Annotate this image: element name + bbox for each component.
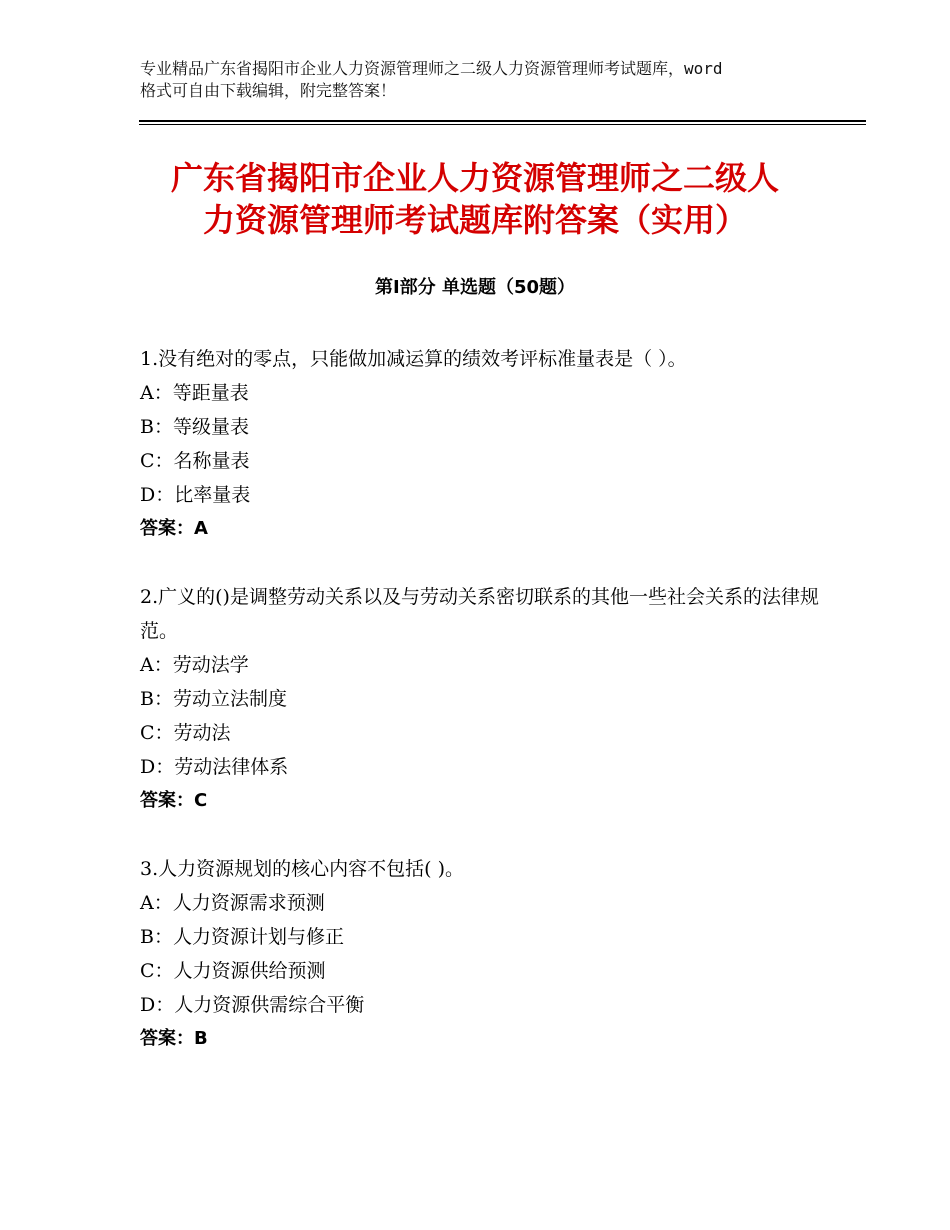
option-c: C：名称量表 bbox=[140, 450, 250, 472]
header-note-line-2: 格式可自由下载编辑，附完整答案！ bbox=[140, 81, 397, 100]
option-b: B：等级量表 bbox=[140, 416, 249, 438]
option-a: A：等距量表 bbox=[140, 382, 249, 404]
question-list bbox=[140, 342, 820, 1056]
document-title-line-2: 力资源管理师考试题库附答案（实用） bbox=[202, 201, 747, 239]
header-divider-thick bbox=[139, 120, 866, 122]
option-b: B：人力资源计划与修正 bbox=[140, 926, 344, 948]
section-heading: 第Ⅰ部分 单选题（50题） bbox=[374, 277, 575, 298]
question-stem: 3.人力资源规划的核心内容不包括( )。 bbox=[140, 858, 464, 880]
header-divider-thin bbox=[139, 124, 866, 125]
question-2 bbox=[140, 580, 820, 818]
question-stem: 2.广义的()是调整劳动关系以及与劳动关系密切联系的其他一些社会关系的法律规范。 bbox=[140, 586, 819, 642]
option-d: D：劳动法律体系 bbox=[140, 756, 289, 778]
option-c: C：劳动法 bbox=[140, 722, 231, 744]
header-note bbox=[140, 58, 840, 102]
header-note-line-1: 专业精品广东省揭阳市企业人力资源管理师之二级人力资源管理师考试题库，word bbox=[140, 59, 723, 78]
option-a: A：人力资源需求预测 bbox=[140, 892, 325, 914]
option-a: A：劳动法学 bbox=[140, 654, 249, 676]
question-stem: 1.没有绝对的零点，只能做加减运算的绩效考评标准量表是（ ）。 bbox=[140, 348, 687, 370]
option-c: C：人力资源供给预测 bbox=[140, 960, 326, 982]
answer: 答案：C bbox=[140, 790, 208, 811]
question-spacer bbox=[140, 546, 820, 580]
question-spacer bbox=[140, 818, 820, 852]
option-d: D：人力资源供需综合平衡 bbox=[140, 994, 365, 1016]
question-3 bbox=[140, 852, 820, 1056]
question-1 bbox=[140, 342, 820, 546]
document-title bbox=[100, 157, 850, 241]
answer: 答案：B bbox=[140, 1028, 208, 1049]
document-title-line-1: 广东省揭阳市企业人力资源管理师之二级人 bbox=[170, 159, 779, 197]
option-b: B：劳动立法制度 bbox=[140, 688, 287, 710]
option-d: D：比率量表 bbox=[140, 484, 251, 506]
answer: 答案：A bbox=[140, 518, 208, 539]
